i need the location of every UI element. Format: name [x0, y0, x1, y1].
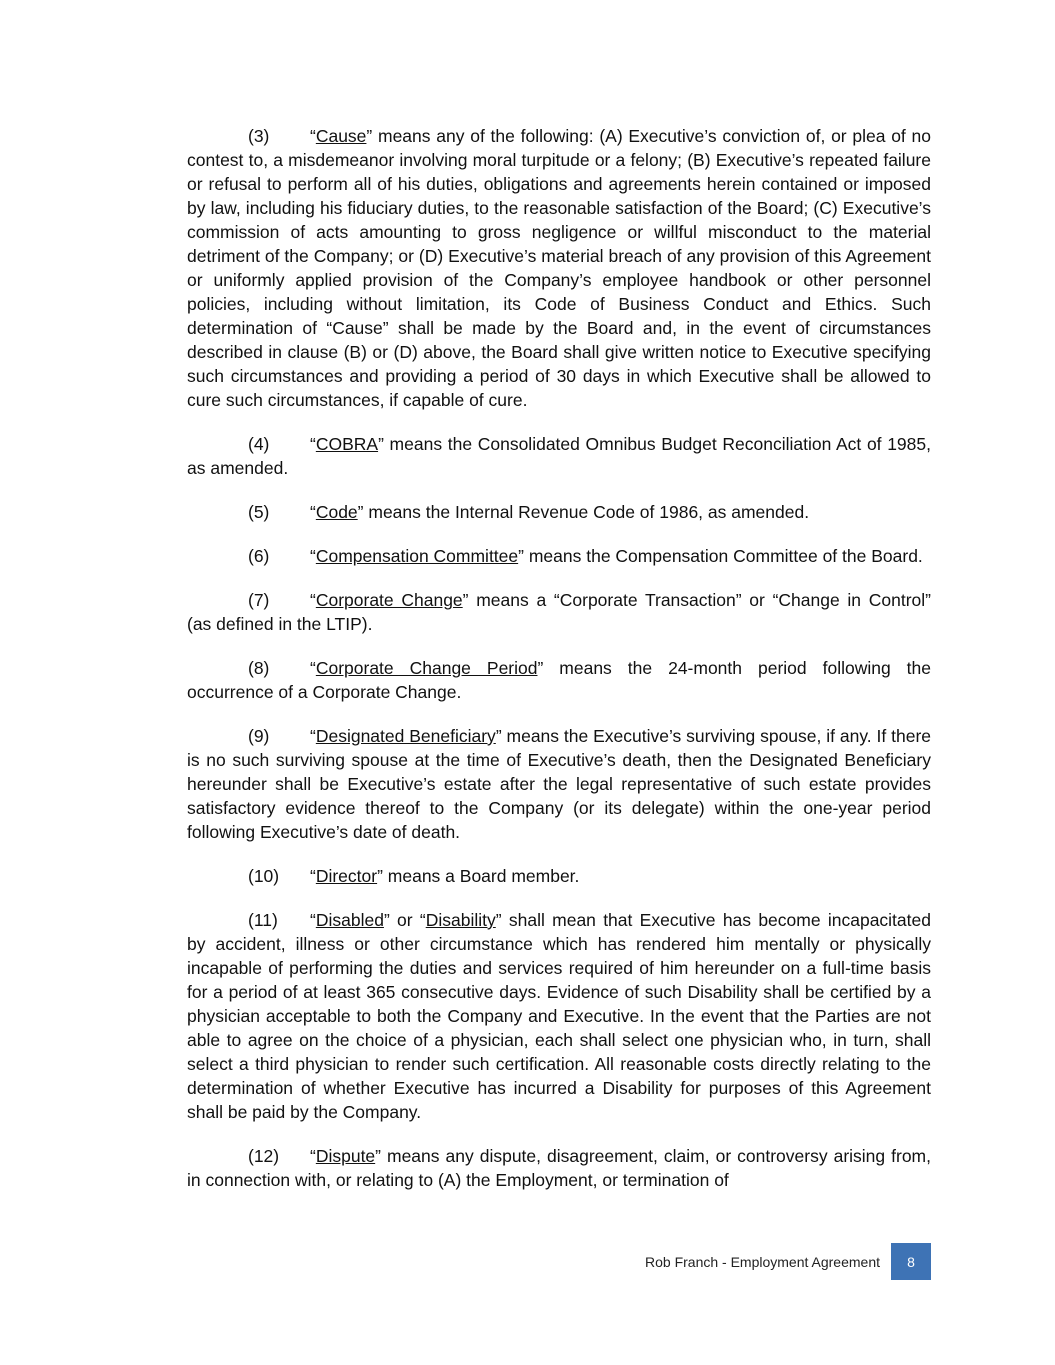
definition-paragraph: (5) “Code” means the Internal Revenue Code of 1986, as amended. — [248, 502, 810, 522]
defined-term: Disabled — [315, 910, 384, 930]
definition-text: means the Internal Revenue Code of 1986, as amended. — [363, 502, 810, 522]
definition-text: means any of the following: (A) Executive’s conviction of, or plea of no contest to, a misdemeanor involving moral turpitude or a felony; (B) Executive’s repeated failure or refusal to perform all of his duties, obligations and agreements herein contained or imposed by law, including his fiduciary duties, to the reasonable satisfaction of the Board; (C) Executive’s commission of acts amounting to gross negligence or willful misconduct to the material detriment of the Company; or (D) Executive’s material breach of any provision of this Agreement or uniformly applied provision of the Company’s employee handbook or other personnel policies, including without limitation, its Code of Business Conduct and Ethics. Such determination of “Cause” shall be made by the Board and, in the event of circumstances described in clause (B) or (D) above, the Board shall give written notice to Executive specifying such circumstances and providing a period of 30 days in which Executive shall be allowed to cure such circumstances, if capable of cure. — [187, 126, 931, 410]
clause-number: (4) — [248, 434, 270, 454]
definition-text: means any dispute, disagreement, claim, or controversy arising from, in connection with, or relating to (A) the Employment, or termination of — [187, 1146, 931, 1190]
clause-number: (9) — [248, 726, 270, 746]
clause-number: (11) — [248, 910, 278, 930]
defined-term: COBRA — [315, 434, 379, 454]
definition-paragraph: (6) “Compensation Committee” means the Compensation Committee of the Board. — [248, 546, 923, 566]
definition-text: means the Compensation Committee of the Board. — [523, 546, 923, 566]
clause-number: (5) — [248, 502, 270, 522]
defined-term: Code — [315, 502, 358, 522]
definition-paragraph: (12) “Dispute” means any dispute, disagreement, claim, or controversy arising from, in connection with, or relating to (A) the Employment, or termination of — [187, 1146, 931, 1190]
defined-term: Designated Beneficiary — [315, 726, 496, 746]
page-footer — [645, 1243, 931, 1280]
definition-text: means the Executive’s surviving spouse, if any. If there is no such surviving spouse at the time of Executive’s death, then the Designated Beneficiary hereunder shall be Executive’s estate after the legal representative of such estate provides satisfactory evidence thereof to the Company (or its delegate) within the one-year period following Executive’s date of death. — [187, 726, 931, 842]
clause-number: (12) — [248, 1146, 280, 1166]
definition-text: means the 24-month period following the occurrence of a Corporate Change. — [187, 658, 931, 702]
clause-number: (10) — [248, 866, 280, 886]
definition-paragraph: (3) “Cause” means any of the following: (A) Executive’s conviction of, or plea of no contest to, a misdemeanor involving moral turpitude or a felony; (B) Executive’s repeated failure or refusal to perform all of his duties, obligations and agreements herein contained or imposed by law, including his fiduciary duties, to the reasonable satisfaction of the Board; (C) Executive’s commission of acts amounting to gross negligence or willful misconduct to the material detriment of the Company; or (D) Executive’s material breach of any provision of this Agreement or uniformly applied provision of the Company’s employee handbook or other personnel policies, including without limitation, its Code of Business Conduct and Ethics. Such determination of “Cause” shall be made by the Board and, in the event of circumstances described in clause (B) or (D) above, the Board shall give written notice to Executive specifying such circumstances and providing a period of 30 days in which Executive shall be allowed to cure such circumstances, if capable of cure. — [187, 126, 931, 410]
connector-text: or — [389, 910, 420, 930]
clause-number: (6) — [248, 546, 270, 566]
defined-term: Disability — [425, 910, 496, 930]
document-body — [187, 124, 931, 1212]
definition-paragraph: (8) “Corporate Change Period” means the 24-month period following the occurrence of a Corporate Change. — [187, 658, 931, 702]
defined-term: Corporate Change — [315, 590, 463, 610]
definition-text: means a “Corporate Transaction” or “Change in Control” (as defined in the LTIP). — [187, 590, 931, 634]
definition-text: means the Consolidated Omnibus Budget Reconciliation Act of 1985, as amended. — [187, 434, 931, 478]
footer-label: Rob Franch - Employment Agreement — [645, 1253, 880, 1270]
definition-paragraph: (10) “Director” means a Board member. — [248, 866, 580, 886]
clause-number: (7) — [248, 590, 270, 610]
definition-paragraph: (4) “COBRA” means the Consolidated Omnibus Budget Reconciliation Act of 1985, as amended. — [187, 434, 931, 478]
definition-paragraph: (9) “Designated Beneficiary” means the Executive’s surviving spouse, if any. If there is no such surviving spouse at the time of Executive’s death, then the Designated Beneficiary hereunder shall be Executive’s estate after the legal representative of such estate provides satisfactory evidence thereof to the Company (or its delegate) within the one-year period following Executive’s date of death. — [187, 726, 931, 842]
definition-paragraph: (7) “Corporate Change” means a “Corporate Transaction” or “Change in Control” (as defined in the LTIP). — [187, 590, 931, 634]
defined-term: Compensation Committee — [315, 546, 519, 566]
clause-number: (3) — [248, 126, 270, 146]
defined-term: Director — [315, 866, 378, 886]
defined-term: Corporate Change Period — [315, 658, 538, 678]
definition-text: shall mean that Executive has become incapacitated by accident, illness or other circumstance which has rendered him mentally or physically incapable of performing the duties and services required of him hereunder on a full-time basis for a period of at least 365 consecutive days. Evidence of such Disability shall be certified by a physician acceptable to both the Company and Executive. In the event that the Parties are not able to agree on the choice of a physician, each shall select one physician who, in turn, shall select a third physician to render such certification. All reasonable costs directly relating to the determination of whether Executive has incurred a Disability for purposes of this Agreement shall be paid by the Company. — [187, 910, 931, 1122]
defined-term: Cause — [315, 126, 367, 146]
definition-text: means a Board member. — [382, 866, 580, 886]
definition-paragraph: (11) “Disabled” or “Disability” shall mean that Executive has become incapacitated by accident, illness or other circumstance which has rendered him mentally or physically incapable of performing the duties and services required of him hereunder on a full-time basis for a period of at least 365 consecutive days. Evidence of such Disability shall be certified by a physician acceptable to both the Company and Executive. In the event that the Parties are not able to agree on the choice of a physician, each shall select one physician who, in turn, shall select a third physician to render such certification. All reasonable costs directly relating to the determination of whether Executive has incurred a Disability for purposes of this Agreement shall be paid by the Company. — [187, 910, 931, 1122]
clause-number: (8) — [248, 658, 270, 678]
defined-term: Dispute — [315, 1146, 376, 1166]
page-number-badge: 8 — [891, 1243, 931, 1280]
